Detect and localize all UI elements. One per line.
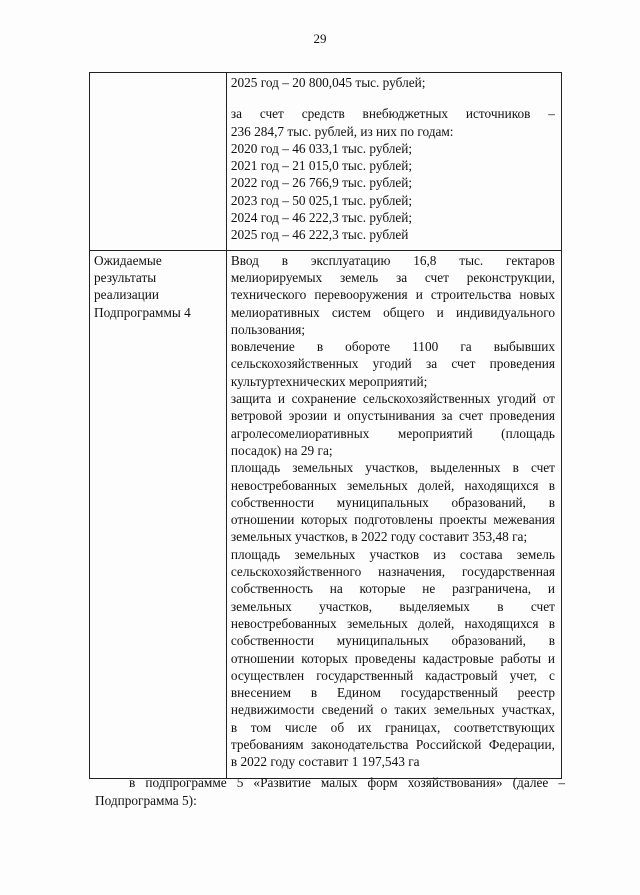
result-line: недвижимости сведений о таких земельных участках, xyxy=(230,702,555,718)
table-row-results xyxy=(90,250,562,778)
bottom-word: «Развитие xyxy=(253,775,311,790)
program-table xyxy=(89,72,562,779)
result-line: собственности муниципальных образований, в xyxy=(230,633,555,649)
row-label: реализации xyxy=(94,287,159,303)
result-line: внесением в Едином государственный реестр xyxy=(230,685,555,701)
bottom-word: в xyxy=(129,775,136,790)
year-line: 2025 год – 46 222,3 тыс. рублей xyxy=(230,227,409,243)
heading-word: счет xyxy=(259,106,284,122)
result-line: отношении которых проведены кадастровые работы и xyxy=(230,650,555,666)
result-line: агролесомелиоративных мероприятий (площадь xyxy=(230,425,555,441)
heading-word: средств xyxy=(301,106,345,122)
result-line: площадь земельных участков из состава земель xyxy=(230,546,555,562)
result-line: земельных участков, в 2022 году составит 353,48 га; xyxy=(230,529,528,545)
result-line: Ввод в эксплуатацию 16,8 тыс. гектаров xyxy=(230,252,555,268)
year-line-top: 2025 год – 20 800,045 тыс. рублей; xyxy=(230,75,426,90)
row2-right-cell xyxy=(226,250,561,778)
year-line: 2024 год – 46 222,3 тыс. рублей; xyxy=(230,210,413,226)
bottom-word: подпрограмме xyxy=(145,775,227,790)
heading-word: источников xyxy=(465,106,531,122)
result-line: осуществлен государственный кадастровый учет, с xyxy=(230,667,555,683)
row2-left-cell xyxy=(90,250,227,778)
result-line: сельскохозяйственных угодий за счет проведения xyxy=(230,356,555,372)
heading-word: – xyxy=(548,106,555,122)
heading-word: за xyxy=(230,106,243,122)
bottom-line-2: Подпрограмма 5): xyxy=(95,793,197,808)
row-label: Подпрограммы 4 xyxy=(94,304,191,320)
result-line: собственность на которые не разграничена, и xyxy=(230,581,555,597)
result-line: сельскохозяйственного назначения, государственная xyxy=(230,564,555,580)
year-line: 2022 год – 26 766,9 тыс. рублей; xyxy=(230,175,413,191)
heading-word: внебюджетных xyxy=(362,106,449,122)
row1-left-cell xyxy=(90,73,227,251)
result-line: пользования; xyxy=(230,321,306,337)
bottom-line-1 xyxy=(95,774,565,792)
extra-budget-heading xyxy=(231,105,555,122)
page-number: 29 xyxy=(313,31,327,46)
result-line: вовлечение в обороте 1100 га выбывших xyxy=(230,339,555,355)
bottom-word: 5 xyxy=(236,775,244,790)
bottom-word: хозяйствования» xyxy=(407,775,503,790)
result-line: земельных участков, выделяемых в счет xyxy=(230,598,555,614)
result-line: требованиям законодательства Российской Федерации, xyxy=(230,736,555,752)
year-line: 2020 год – 46 033,1 тыс. рублей; xyxy=(230,140,413,156)
row-label: результаты xyxy=(94,269,157,285)
result-line: площадь земельных участков, выделенных в счет xyxy=(230,460,555,476)
bottom-word: форм xyxy=(367,775,398,790)
result-line: невостребованных земельных долей, находящихся в xyxy=(230,615,555,631)
extra-budget-total: 236 284,7 тыс. рублей, из них по годам: xyxy=(230,123,454,139)
table-row-financing xyxy=(90,73,562,251)
row-label: Ожидаемые xyxy=(94,252,162,268)
bottom-word: (далее xyxy=(512,775,549,790)
bottom-word: малых xyxy=(320,775,358,790)
year-line: 2023 год – 50 025,1 тыс. рублей; xyxy=(230,192,413,208)
result-line: в 2022 году составит 1 197,543 га xyxy=(230,754,420,770)
result-line: мелиоративных систем общего и индивидуального xyxy=(230,304,555,320)
bottom-paragraph xyxy=(95,774,565,810)
year-line: 2021 год – 21 015,0 тыс. рублей; xyxy=(230,158,413,174)
result-line: невостребованных земельных долей, находящихся в xyxy=(230,477,555,493)
row1-right-cell xyxy=(226,73,561,251)
bottom-word: – xyxy=(558,775,565,790)
result-line: технического перевооружения и строительства новых xyxy=(230,287,555,303)
result-line: защита и сохранение сельскохозяйственных угодий от xyxy=(230,391,555,407)
result-line: в том числе об их границах, соответствующих xyxy=(230,719,555,735)
result-line: мелиорируемых земель за счет реконструкции, xyxy=(230,269,555,285)
result-line: отношении которых подготовлены проекты межевания xyxy=(230,512,555,528)
result-line: ветровой эрозии и опустынивания за счет проведения xyxy=(230,408,555,424)
result-line: посадок) на 29 га; xyxy=(230,442,333,458)
result-line: культуртехнических мероприятий; xyxy=(230,373,428,389)
result-line: собственности муниципальных образований, в xyxy=(230,494,555,510)
